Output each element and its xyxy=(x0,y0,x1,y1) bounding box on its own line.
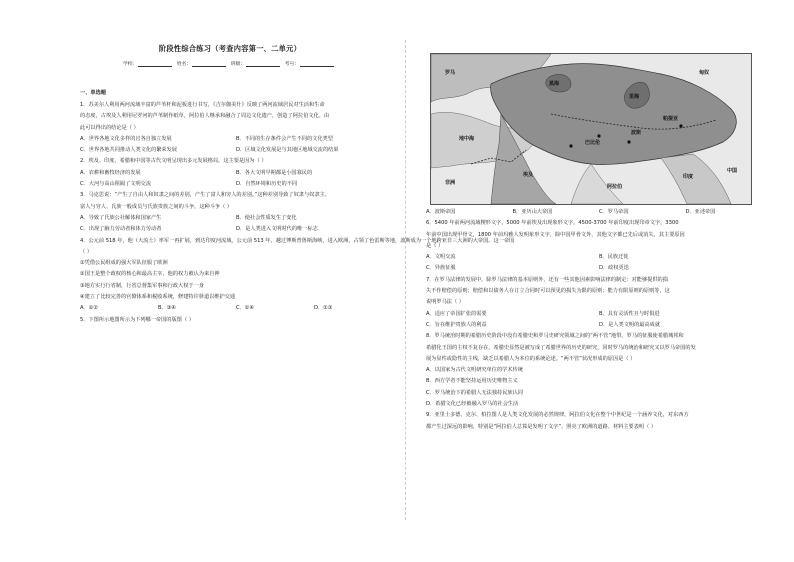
question-text-line: （ ） xyxy=(80,248,93,255)
map-label: 埃及 xyxy=(523,172,534,178)
answer-options-row xyxy=(80,145,392,156)
answer-option[interactable]: D．亚述帝国 xyxy=(685,209,716,215)
question-text-line: 希腊化王国的主权不复存在，希腊史显然是被写成了希腊世界的历史的研究，同时罗马的统治和研究又以罗马帝国的发 xyxy=(426,344,696,351)
answer-option[interactable]: D．自然环境和历史的不同 xyxy=(236,181,298,188)
answer-option[interactable]: D．是人类进入文明时代的唯一标志 xyxy=(236,226,318,233)
answer-option[interactable]: B．亚历山大帝国 xyxy=(512,209,553,215)
answer-option[interactable]: C．罗马帝国 xyxy=(599,209,629,215)
name-blank[interactable] xyxy=(192,61,226,67)
answer-options-row xyxy=(426,263,772,274)
answer-option[interactable]: A．①② xyxy=(80,305,99,312)
answer-option[interactable]: A．农耕和畜牧经济的发展 xyxy=(80,169,141,176)
answer-option[interactable]: C．世界各地共同推动人类文化的繁荣发展 xyxy=(80,147,177,154)
question-text-line: 7．在罗马法律的发展中，除罗马法律的基本原则外，还有一些其他因素影响法律的制定：对能够提供的损 xyxy=(426,276,668,283)
question-text-line: 8．罗马统治时期的希腊历史阶段中没有希腊史和罗马史研究领域之间的“两不管”地带。罗马的征服使希腊城邦和 xyxy=(426,333,684,340)
question-text-line: 的态度，古埃及人利用尼罗河的芦苇制作纸草，阿拉伯人继承和融合了周边文化遗产，创造了阿拉伯文化。由 xyxy=(80,113,330,120)
map-label: 黑海 xyxy=(549,81,560,87)
answer-options-row xyxy=(80,179,392,190)
map-svg xyxy=(431,54,751,204)
city-marker xyxy=(679,124,682,127)
exam-no-label: 考号： xyxy=(284,62,300,67)
answer-option[interactable]: A．文明交流 xyxy=(426,254,456,261)
answer-options-row xyxy=(426,309,772,320)
question-text-line: 5．下图所示地图所示为下列哪一帝国的版图（ ） xyxy=(80,316,194,323)
answer-option[interactable]: B．使社会性质发生了变化 xyxy=(236,214,297,221)
question-text-line: 富人与穷人、氏族一般成员与氏族贵族之间的斗争，这种斗争（ ） xyxy=(80,203,233,210)
answer-option[interactable]: D．政权更迭 xyxy=(599,265,629,272)
question-text-line: 此可以得出的结论是（ ） xyxy=(80,124,139,131)
question-text-line: 年前中国出现甲骨文，1800 年前玛雅人发明象形文字，除中国甲骨文外，其他文字都已先后或消失，其主要原因 xyxy=(426,231,685,238)
map-label: 阿拉伯 xyxy=(607,184,623,190)
question-text-line: 失不作赔偿的原则；赔偿和以债务人在订立合同时可以预见的损失为限的原则；能力有限原则的原则等，这 xyxy=(426,288,670,295)
question-text-line: ④建立了比较完善的官僚体系和税收系统，修建特许驿道以维护交通 xyxy=(80,294,236,301)
map-label: 帕提亚 xyxy=(663,116,679,122)
map-label: 中国 xyxy=(727,168,738,174)
map-label: 印度 xyxy=(683,174,694,180)
answer-option[interactable]: C．大河与高山阻隔了文明交流 xyxy=(80,181,152,188)
map-label: 匈奴 xyxy=(699,70,710,76)
school-label: 学校： xyxy=(122,62,138,67)
answer-option[interactable]: D．区域文化发展是与其地区地域交流的结果 xyxy=(236,147,339,154)
city-marker xyxy=(569,144,572,147)
map-label: 里海 xyxy=(629,94,640,100)
question-text-line: D．希腊文化已经被融入罗马的社会生活 xyxy=(426,401,519,408)
empire-map xyxy=(430,53,752,205)
question-text-line: 1．苏美尔人利用两河流域丰富的芦苇杆和泥板进行书写，《吉尔伽美什》反映了两河流域居民对生活和生命 xyxy=(80,102,325,108)
answer-option[interactable]: A．导致了氏族公社解体和国家产生 xyxy=(80,214,162,221)
answer-option[interactable]: C．①④ xyxy=(236,305,255,312)
city-marker xyxy=(627,140,630,143)
name-label: 姓名： xyxy=(176,62,192,67)
answer-option[interactable]: A．适应了帝国扩张的需要 xyxy=(426,310,487,317)
map-label: 罗马 xyxy=(445,70,456,76)
answer-options-row xyxy=(426,252,772,263)
answer-option[interactable]: C．异族征服 xyxy=(426,265,456,272)
answer-option[interactable]: D．是人类文明的最高成就 xyxy=(599,321,661,328)
column-divider xyxy=(405,40,406,520)
answer-option[interactable]: D．②③ xyxy=(314,305,333,312)
question-text-line: 6．5400 年前两河流域楔形文字，5000 年前埃及出现象形文字，4500-3700 年前印度出现印章文字，3300 xyxy=(426,220,679,227)
city-marker xyxy=(597,134,600,137)
answer-option[interactable]: B．民族迁徙 xyxy=(599,254,629,261)
section-title: 一、单选题 xyxy=(80,90,106,96)
question-text-line: 4．公元前 518 年，他（大流士）率军一再扩展，到达印度河流域，公元前 513 年，越过博斯普鲁斯海峡，进入欧洲，占领了色雷斯等地，波斯成为一个地跨亚非三大洲的大帝国。这一帝国 xyxy=(80,237,515,244)
answer-options-row xyxy=(426,320,772,331)
answer-options-row xyxy=(80,213,392,224)
school-blank[interactable] xyxy=(138,61,172,67)
question-text-line: 9．亚里士多德、克尔、柏拉图人是人类文化发展的必然规律，阿拉伯文化在整个中世纪是一个涵养文化，对东西方 xyxy=(426,412,689,419)
question-text-line: 3．马克思说：“产生了自由人和奴隶之间的差别，产生了富人和穷人的差别。”这种差别导致了奴隶与奴隶主、 xyxy=(80,192,330,199)
answer-options-row xyxy=(80,224,392,235)
question-text-line: C．罗马统治下的希腊人无法独持民族认同 xyxy=(426,389,523,396)
answer-option[interactable]: A．波斯帝国 xyxy=(426,209,456,215)
question-text-line: ①凭借公民组成的强大军队征服了欧洲 xyxy=(80,260,168,267)
answer-option[interactable]: A．世界各地文化多样的且各自独立发展 xyxy=(80,135,172,142)
answer-option[interactable]: B．各大文明早期都是小国寡民的 xyxy=(236,169,313,176)
question-text-line: ③地方实行行省制，行省总督集军事和行政大权于一身 xyxy=(80,282,204,289)
class-label: 班级： xyxy=(230,62,246,67)
answer-options-row xyxy=(426,207,772,218)
question-text-line: ②国王是整个政权的核心和最高主宰，他的权力被认为来自神 xyxy=(80,271,220,278)
question-text-line: A．以国家为古代文明研究单位的学术传统 xyxy=(426,367,523,374)
exam-no-blank[interactable] xyxy=(300,61,334,67)
student-info-line xyxy=(80,60,380,67)
question-text-line: 是（ ） xyxy=(426,242,444,249)
question-text-line: B．西方学者不能坚持运用历史唯物主义 xyxy=(426,378,518,385)
answer-option[interactable]: C．出现了脑力劳动者和体力劳动者 xyxy=(80,226,162,233)
map-label: 非洲 xyxy=(445,180,456,186)
answer-options-row xyxy=(80,303,392,314)
page-title: 阶段性综合练习（考查内容第一、二单元） xyxy=(158,44,302,53)
right-column-questions xyxy=(426,207,772,433)
answer-options-row xyxy=(80,134,392,145)
question-text-line: 展为显性或隐性的主线，缺乏以希腊人为本位的系统论述。“两不管”状况形成的原因是（ ） xyxy=(426,355,636,362)
map-label: 波斯 xyxy=(631,130,642,136)
answer-option[interactable]: B．不同的生存条件会产生不同的文化类型 xyxy=(236,135,333,142)
question-text-line: 2．埃及、印度、希腊和中国等古代文明呈现出多元发展格局，这主要是因为（ ） xyxy=(80,158,267,165)
question-text-line: 都产生过深远的影响，特别是“阿拉伯人总算是发明了文字”，照亮了欧洲的道路。材料主要表明（ ） xyxy=(426,423,657,430)
class-blank[interactable] xyxy=(246,61,280,67)
answer-option[interactable]: C．旨在维护贵族人的利益 xyxy=(426,321,487,328)
map-label: 地中海 xyxy=(459,136,475,142)
answer-option[interactable]: B．具有灵活性且与时俱进 xyxy=(599,310,660,317)
answer-options-row xyxy=(80,168,392,179)
answer-option[interactable]: B．③④ xyxy=(158,305,177,312)
question-text-line: 说明罗马法（ ） xyxy=(426,299,464,306)
map-label: 巴比伦 xyxy=(585,140,601,146)
